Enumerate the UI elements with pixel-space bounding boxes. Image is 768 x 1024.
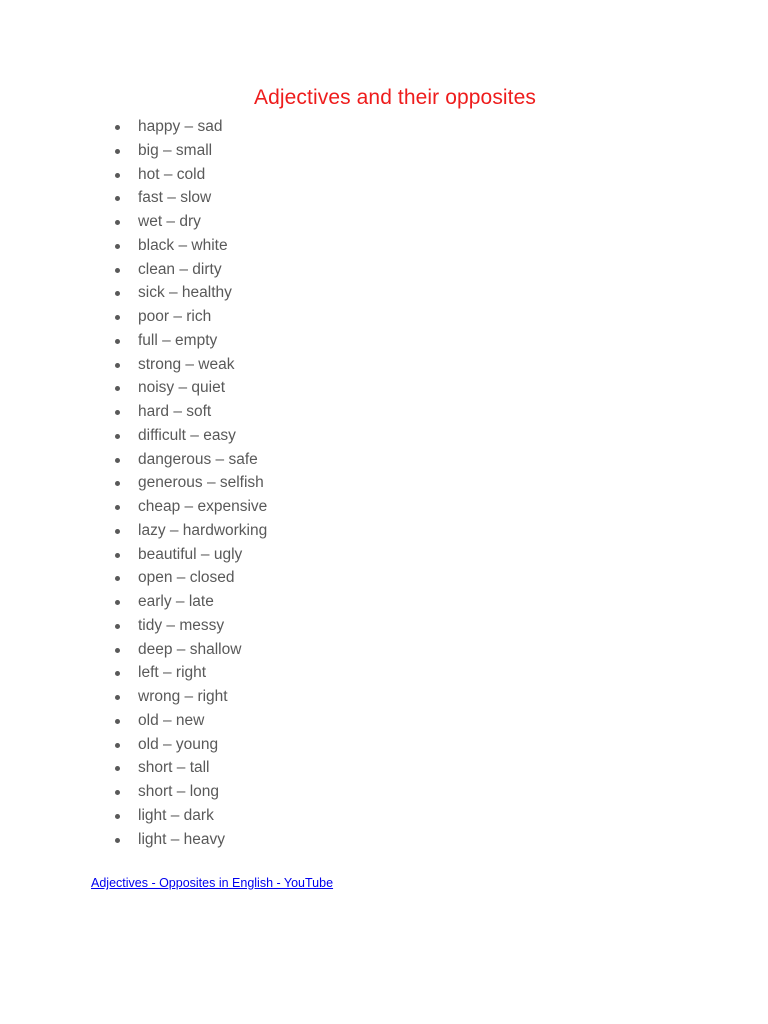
list-item (0, 780, 267, 804)
pair-text: generous – selfish (138, 474, 264, 492)
adjective-pairs-list (0, 115, 267, 851)
list-item (0, 163, 267, 187)
list-item (0, 376, 267, 400)
list-item (0, 566, 267, 590)
source-link[interactable]: Adjectives - Opposites in English - YouTube (91, 876, 334, 890)
bullet-icon (115, 600, 120, 605)
pair-text: hard – soft (138, 403, 212, 420)
bullet-icon (115, 766, 120, 771)
bullet-icon (115, 505, 120, 510)
list-item (0, 424, 267, 448)
list-item (0, 590, 267, 614)
pair-text: clean – dirty (138, 260, 222, 278)
list-item (0, 329, 267, 353)
pair-text: tidy – messy (138, 616, 225, 634)
bullet-icon (115, 553, 120, 558)
page-title: Adjectives and their opposites (254, 86, 536, 109)
pair-text: cheap – expensive (138, 498, 268, 515)
pair-text: old – new (138, 711, 205, 729)
list-item (0, 543, 267, 567)
pair-text: dangerous – safe (138, 450, 258, 468)
list-item (0, 804, 267, 828)
bullet-icon (115, 339, 120, 344)
pair-text: short – long (138, 783, 219, 800)
pair-text: hot – cold (138, 165, 206, 183)
pair-text: lazy – hardworking (138, 521, 268, 539)
pair-text: noisy – quiet (138, 379, 226, 397)
list-item (0, 638, 267, 662)
bullet-icon (115, 648, 120, 653)
bullet-icon (115, 268, 120, 273)
pair-text: short – tall (138, 759, 210, 777)
list-item (0, 828, 267, 852)
pair-text: light – dark (138, 806, 214, 824)
bullet-icon (115, 410, 120, 415)
list-item (0, 305, 267, 329)
bullet-icon (115, 743, 120, 748)
bullet-icon (115, 125, 120, 130)
bullet-icon (115, 173, 120, 178)
list-item (0, 519, 267, 543)
pair-text: wet – dry (138, 213, 201, 230)
pair-text: light – heavy (138, 830, 226, 848)
list-item (0, 709, 267, 733)
bullet-icon (115, 458, 120, 463)
bullet-icon (115, 814, 120, 819)
bullet-icon (115, 529, 120, 534)
list-item (0, 234, 267, 258)
bullet-icon (115, 719, 120, 724)
list-item (0, 756, 267, 780)
pair-text: old – young (138, 735, 219, 753)
pair-text: left – right (138, 664, 207, 682)
bullet-icon (115, 363, 120, 368)
list-item (0, 210, 267, 234)
list-item (0, 281, 267, 305)
bullet-icon (115, 434, 120, 439)
bullet-icon (115, 624, 120, 629)
bullet-icon (115, 315, 120, 320)
pair-text: open – closed (138, 569, 235, 587)
bullet-icon (115, 220, 120, 225)
pair-text: big – small (138, 141, 213, 159)
pair-text: fast – slow (138, 189, 212, 207)
bullet-icon (115, 671, 120, 676)
bullet-icon (115, 291, 120, 296)
bullet-icon (115, 481, 120, 486)
bullet-icon (115, 149, 120, 154)
pair-text: happy – sad (138, 118, 223, 135)
pair-text: early – late (138, 593, 214, 610)
list-item (0, 661, 267, 685)
list-item (0, 139, 267, 163)
bullet-icon (115, 386, 120, 391)
list-item (0, 614, 267, 638)
bullet-icon (115, 695, 120, 700)
list-item (0, 186, 267, 210)
list-item (0, 448, 267, 472)
bullet-icon (115, 790, 120, 795)
list-item (0, 685, 267, 709)
pair-text: black – white (138, 236, 228, 254)
pair-text: wrong – right (138, 688, 228, 705)
list-item (0, 353, 267, 377)
pair-text: deep – shallow (138, 640, 242, 658)
list-item (0, 115, 267, 139)
bullet-icon (115, 196, 120, 201)
pair-text: difficult – easy (138, 426, 236, 444)
bullet-icon (115, 576, 120, 581)
pair-text: strong – weak (138, 355, 235, 373)
pair-text: full – empty (138, 331, 218, 349)
bullet-icon (115, 244, 120, 249)
pair-text: sick – healthy (138, 284, 232, 302)
list-item (0, 400, 267, 424)
pair-text: poor – rich (138, 308, 212, 325)
list-item (0, 258, 267, 282)
list-item (0, 471, 267, 495)
bullet-icon (115, 838, 120, 843)
list-item (0, 495, 267, 519)
list-item (0, 733, 267, 757)
pair-text: beautiful – ugly (138, 545, 243, 563)
